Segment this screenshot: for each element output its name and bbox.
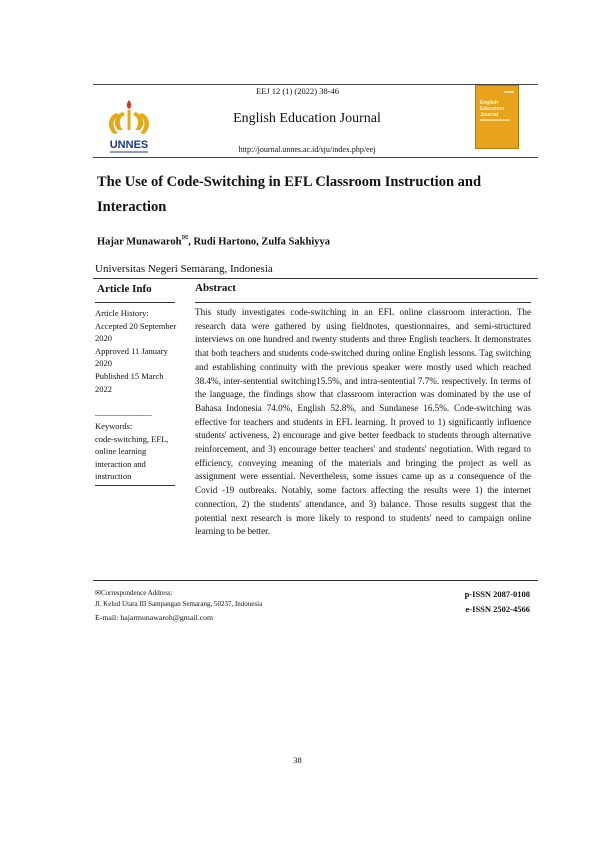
author-rest: , Rudi Hartono, Zulfa Sakhiyya — [188, 236, 330, 248]
logo-text: UNNES — [109, 139, 149, 151]
keywords-list: code-switching, EFL, online learning interaction and instruction — [95, 433, 169, 482]
keywords-rule — [95, 485, 175, 486]
article-title: The Use of Code-Switching in EFL Classroom Instruction and Interaction — [97, 174, 482, 215]
cover-title-line-1: English — [480, 100, 499, 106]
author-first: Hajar Munawaroh — [97, 236, 182, 248]
cover-title-line-3: Journal — [480, 112, 499, 118]
info-separator: _______________ — [95, 407, 152, 417]
abstract-text: This study investigates code-switching in an EFL online classroom interaction. The research data were gathered by using fieldnotes, questionnaires, and semi-structured interviews on one hundred and twenty students and three English teachers. It demonstrates that both teachers and students code-switched during online English lessons. Tag switching and establishing continuity with the previous speaker were mostly used which reached 38.4%, inter-sentential switching15.5%, and intra-sentential 7.7%. respectively. In terms of the language, the findings show that classroom interaction was dominated by the use of Bahasa Indonesia 74.0%, English 52.8%, and Sundanese 16.5%. Code-switching was effective for teachers and students in EFL learning. It proved to 1) significantly influence students' activeness, 2) encourage and give better feedback to students through alternative reinforcement, and 3) encourage better teachers' and students' negotiation. With regard to efficiency, conveying meaning of the materials and bringing the project as well as assignment were essential. Nevertheless, some issues came up as a consequence of the Covid -19 outbreaks. Notably, some factors affecting the results were 1) the internet connection, 2) the students' attendance, and 3) balance. Those results suggest that the potential next research is more likely to respond to students' need to campaign online learning to be better. — [195, 307, 531, 537]
abstract-heading: Abstract — [195, 282, 236, 294]
journal-name: English Education Journal — [233, 111, 381, 126]
abstract-rule — [195, 302, 531, 303]
keywords — [95, 420, 180, 483]
correspondence-icon: ✉ — [181, 233, 189, 242]
info-rule — [95, 302, 175, 303]
journal-url[interactable]: http://journal.unnes.ac.id/sju/index.php/eej — [238, 145, 376, 154]
article-info-heading: Article Info — [97, 283, 152, 295]
journal-issue: EEJ 12 (1) (2022) 38-46 — [255, 86, 340, 96]
history-label: Article History: — [95, 308, 149, 318]
keywords-label: Keywords: — [95, 421, 133, 431]
p-issn: p-ISSN 2087-0108 — [464, 589, 530, 599]
history-published: Published 15 March 2022 — [95, 370, 164, 394]
affiliation: Universitas Negeri Semarang, Indonesia — [95, 263, 273, 275]
article-history — [95, 307, 180, 395]
correspondence-email[interactable]: E-mail: hajarmunawaroh@gmail.com — [95, 613, 214, 622]
authors — [97, 233, 330, 248]
history-approved: Approved 11 January 2020 — [95, 345, 168, 369]
header-bottom-rule — [93, 157, 538, 158]
cover-title-line-2: Education — [480, 106, 505, 112]
journal-cover-image — [475, 85, 519, 149]
correspondence-address: Jl. Kelud Utara III Sampangan Semarang, 50237, Indonesia — [95, 600, 263, 608]
e-issn: e-ISSN 2502-4566 — [465, 604, 530, 614]
section-rule — [93, 278, 538, 279]
correspondence-label: ✉Correspondence Address: — [95, 589, 173, 597]
page-number: 38 — [293, 755, 302, 765]
footer-rule — [93, 580, 538, 581]
header-top-rule — [93, 84, 538, 85]
history-accepted: Accepted 20 September 2020 — [95, 320, 177, 344]
